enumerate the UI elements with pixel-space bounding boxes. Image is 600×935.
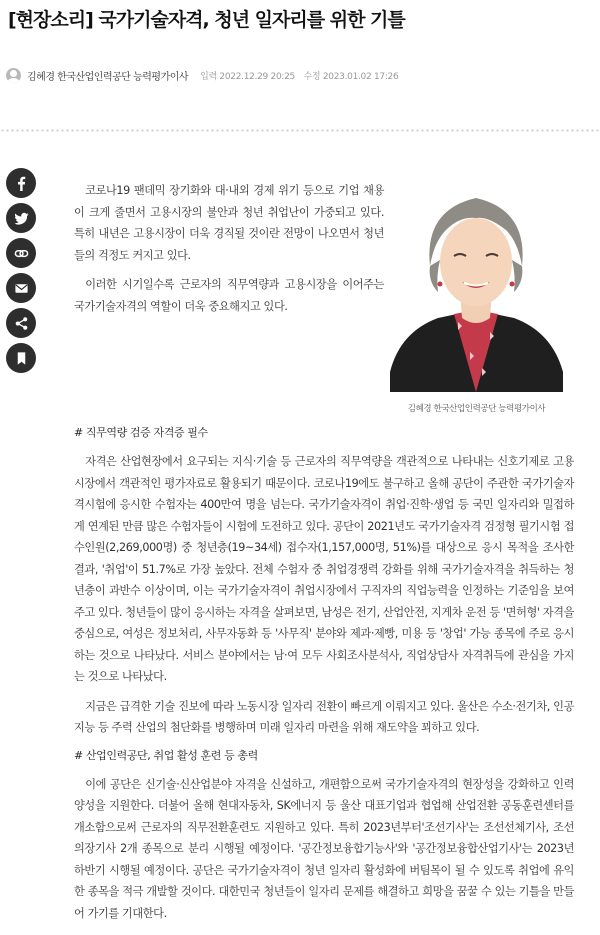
bookmark-icon: [14, 351, 29, 366]
paragraph-5: 이에 공단은 신기술·신산업분야 자격을 신설하고, 개편함으로써 국가기술자격의 현장성을 강화하고 인력양성을 지원한다. 더불어 올해 현대자동차, SK에너지 등 울산 대표기업과 협업해 산업전환 공동훈련센터를 개소함으로써 근로자의 직무전환훈련도 지원하고 있다. 특히 2023년부터'조선기사'는 조선선체기사, 조선의장기사 2개 종목으로 분리 시행될 예정이다. '공간정보융합기능사'와 '공간정보융합산업기사'는 2023년 하반기 시행될 예정이다. 공단은 국가기술자격이 청년 일자리 활성화에 버팀목이 될 수 있도록 취업에 유익한 종목을 적극 개발할 것이다. 대한민국 청년들이 일자리 문제를 해결하고 희망을 꿈꿀 수 있는 기틀을 만들어 가기를 기대한다.: [74, 777, 574, 920]
author-avatar-icon: [6, 68, 21, 83]
facebook-share-button[interactable]: [6, 168, 36, 198]
author-name[interactable]: 김혜경 한국산업인력공단 능력평가이사: [27, 71, 189, 83]
photo-caption: 김혜경 한국산업인력공단 능력평가이사: [407, 404, 546, 414]
twitter-icon: [14, 211, 29, 226]
share-icon: [14, 316, 29, 331]
author-photo: [390, 182, 563, 392]
paragraph-4: 지금은 급격한 기술 진보에 따라 노동시장 일자리 전환이 빠르게 이뤄지고 있다. 울산은 수소·전기차, 인공지능 등 주력 산업의 첨단화를 병행하며 미래 일자리 마련을 위해 재도약을 꾀하고 있다.: [74, 699, 574, 734]
article-body: [74, 424, 574, 924]
facebook-icon: [14, 176, 29, 191]
section-heading: # 직무역량 검증 자격증 필수: [74, 426, 208, 439]
share-button[interactable]: [6, 308, 36, 338]
modified-date: 수정 2023.01.02 17:26: [303, 71, 399, 82]
paragraph-1: 코로나19 팬데믹 장기화와 대·내외 경제 위기 등으로 기업 채용이 크게 줄면서 고용시장의 불안과 청년 취업난이 가중되고 있다. 특히 내년은 고용시장이 더욱 경직될 것이란 전망이 나오면서 청년들의 걱정도 커지고 있다.: [74, 184, 384, 262]
paragraph-3: 자격은 산업현장에서 요구되는 지식·기술 등 근로자의 직무역량을 객관적으로 나타내는 신호기제로 고용시장에서 객관적인 평가자료로 활용되기 때문이다. 코로나19에도 불구하고 올해 공단이 주관한 국가기술자격시험에 응시한 수험자는 400만여 명을 넘는다. 국가기술자격이 취업·진학·생업 등 국민 일자리와 밀접하게 연계된 만큼 많은 수험자들이 시험에 도전하고 있다. 공단이 2021년도 국가기술자격 검정형 필기시험 접수인원(2,269,000명) 중 청년층(19~34세) 접수자(1,157,000명, 51%)를 대상으로 응시 목적을 조사한 결과, '취업'이 51.7%로 가장 높았다. 전체 수험자 중 취업경쟁력 강화를 위해 국가기술자격을 취득하는 청년층이 과반수 이상이며, 이는 국가기술자격이 취업시장에서 구직자의 직업능력을 인정하는 기준임을 보여주고 있다. 청년들이 많이 응시하는 자격을 살펴보면, 남성은 전기, 산업안전, 지게차 운전 등 '면허형' 자격을 중심으로, 여성은 정보처리, 사무자동화 등 '사무직' 분야와 제과·제빵, 미용 등 '창업' 가능 종목에 주로 응시하는 것으로 나타났다. 서비스 분야에서는 남·여 모두 사회조사분석사, 직업상담사 자격취득에 관심을 가지는 것으로 나타났다.: [74, 455, 574, 683]
bookmark-button[interactable]: [6, 343, 36, 373]
twitter-share-button[interactable]: [6, 203, 36, 233]
article-title: [현장소리] 국가기술자격, 청년 일자리를 위한 기틀: [8, 9, 405, 31]
share-toolbar: [6, 168, 36, 378]
copy-link-button[interactable]: [6, 238, 36, 268]
byline: [6, 66, 596, 84]
email-share-button[interactable]: [6, 273, 36, 303]
header-divider: [0, 128, 600, 134]
published-date: 입력 2022.12.29 20:25: [200, 71, 295, 82]
article-dates: [200, 69, 398, 82]
section-heading: # 산업인력공단, 취업 활성 훈련 등 총력: [74, 748, 258, 762]
paragraph-2: 이러한 시기일수록 근로자의 직무역량과 고용시장을 이어주는 국가기술자격의 역할이 더욱 중요해지고 있다.: [74, 278, 384, 313]
mail-icon: [14, 281, 29, 296]
link-icon: [14, 246, 29, 261]
